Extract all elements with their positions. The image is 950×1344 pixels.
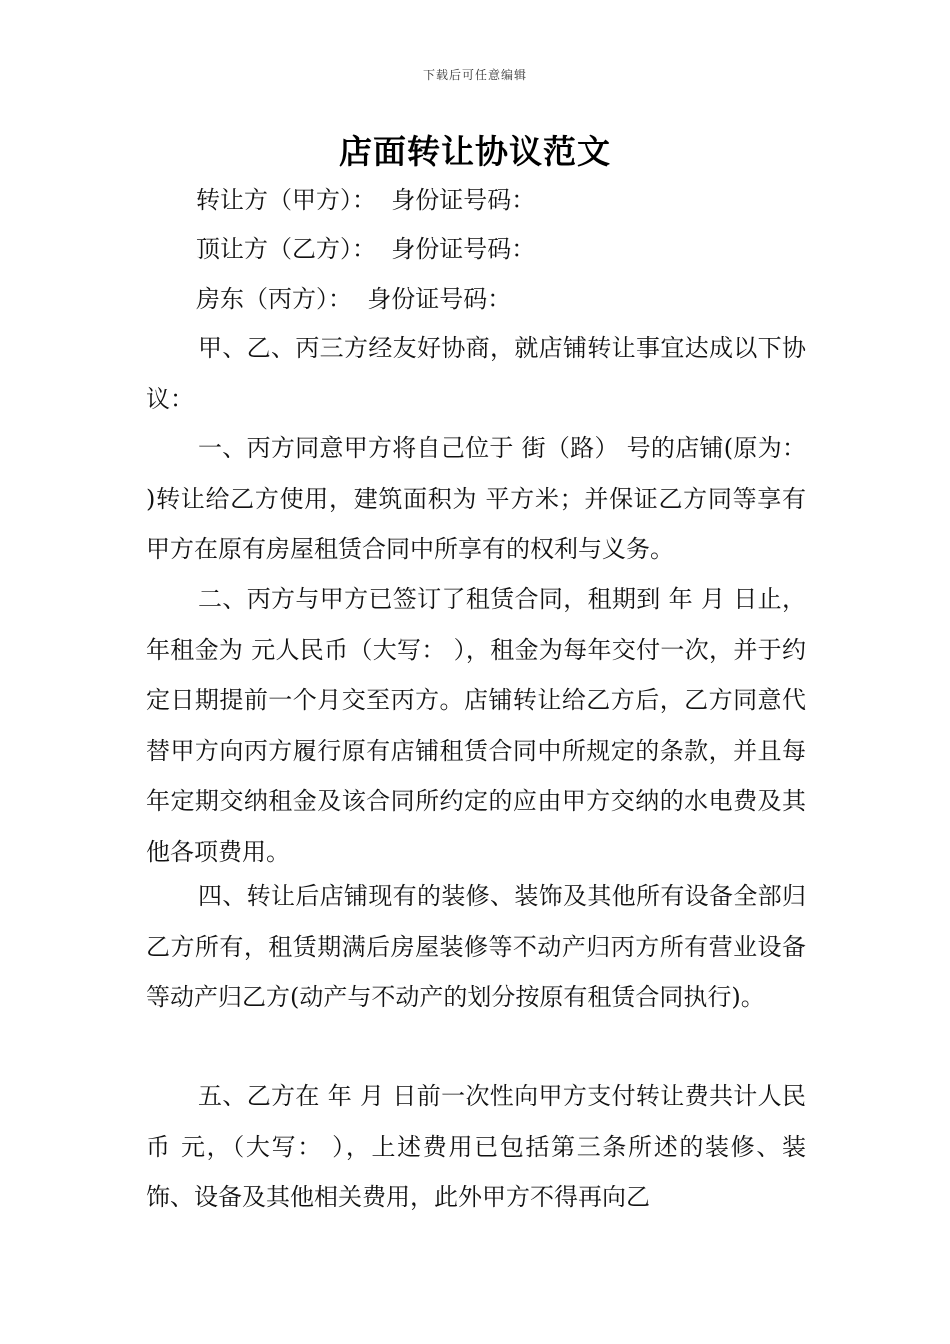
document-title: 店面转让协议范文 — [339, 132, 611, 171]
paragraph-clause-4: 四、转让后店铺现有的装修、装饰及其他所有设备全部归乙方所有，租赁期满后房屋装修等不动产归丙方所有营业设备等动产归乙方(动产与不动产的划分按原有租赁合同执行)。 — [146, 882, 806, 1011]
paragraph-clause-5: 五、乙方在 年 月 日前一次性向甲方支付转让费共计人民币 元，（大写： ），上述费用已包括第三条所述的装修、装饰、设备及其他相关费用，此外甲方不得再向乙 — [146, 1082, 806, 1211]
party-transferor: 转让方（甲方）： 身份证号码： — [196, 186, 536, 214]
paragraph-intro: 甲、乙、丙三方经友好协商，就店铺转让事宜达成以下协议： — [146, 334, 806, 413]
header-watermark: 下载后可任意编辑 — [422, 68, 527, 82]
party-landlord: 房东（丙方）： 身份证号码： — [196, 285, 512, 313]
paragraph-clause-2: 二、丙方与甲方已签订了租赁合同，租期到 年 月 日止，年租金为 元人民币（大写： ），租金为每年交付一次，并于约定日期提前一个月交至丙方。店铺转让给乙方后，乙方同意代替甲方向丙方履行原有店铺租赁合同中所规定的条款，并且每年定期交纳租金及该合同所约定的应由甲方交纳的水电费及其他各项费用。 — [146, 585, 806, 866]
party-transferee: 顶让方（乙方）： 身份证号码： — [196, 235, 536, 263]
paragraph-clause-1: 一、丙方同意甲方将自己位于 街（路） 号的店铺(原为： )转让给乙方使用，建筑面积为 平方米；并保证乙方同等享有甲方在原有房屋租赁合同中所享有的权利与义务。 — [146, 434, 806, 563]
